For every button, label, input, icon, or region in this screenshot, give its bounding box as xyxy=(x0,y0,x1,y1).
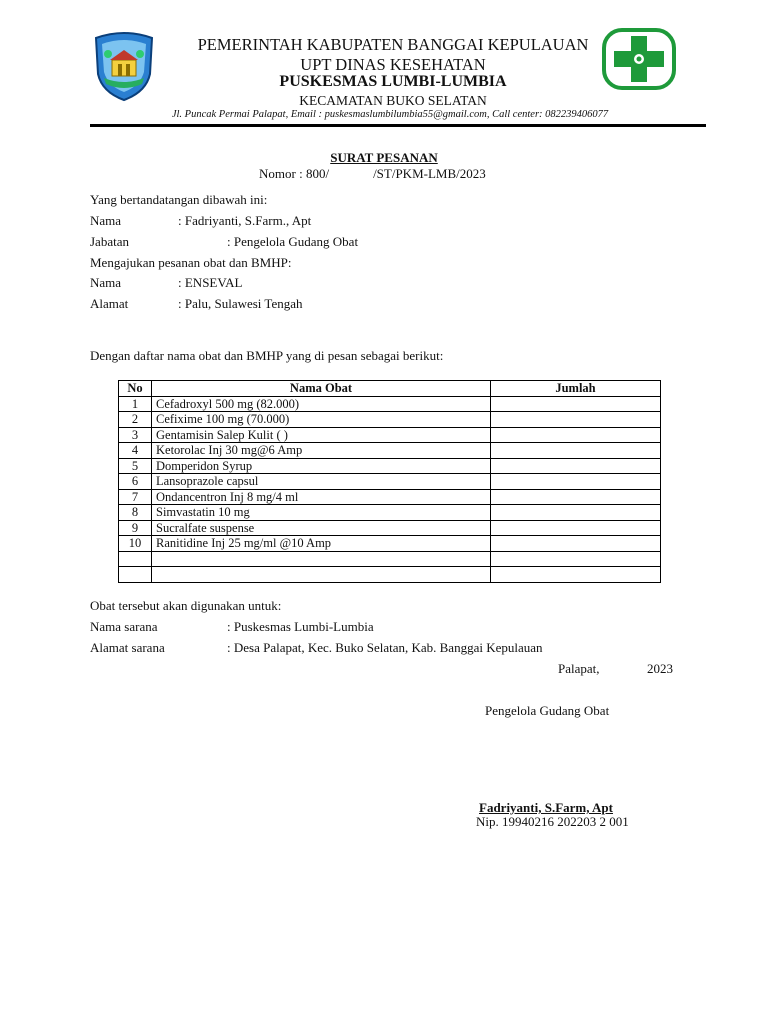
intro-text: Yang bertandatangan dibawah ini: xyxy=(90,192,268,207)
row-number: 4 xyxy=(119,443,152,459)
table-row xyxy=(119,427,661,443)
signature-place: Palapat, xyxy=(558,661,600,676)
medicine-quantity xyxy=(491,396,661,412)
letter-number-prefix: Nomor : 800/ xyxy=(259,166,330,181)
table-row xyxy=(119,474,661,490)
signer-position-value: : Pengelola Gudang Obat xyxy=(227,234,359,249)
medicine-quantity xyxy=(491,474,661,490)
signatory-name: Fadriyanti, S.Farm, Apt xyxy=(479,800,613,815)
header-department-line: UPT DINAS KESEHATAN xyxy=(300,55,486,74)
row-number: 6 xyxy=(119,474,152,490)
signature-year: 2023 xyxy=(647,661,673,676)
letter-number-suffix: /ST/PKM-LMB/2023 xyxy=(373,166,486,181)
letter-title: SURAT PESANAN xyxy=(330,150,438,165)
list-intro-text: Dengan daftar nama obat dan BMHP yang di pesan sebagai berikut: xyxy=(90,348,444,363)
medicine-quantity xyxy=(491,427,661,443)
row-number: 3 xyxy=(119,427,152,443)
header-divider xyxy=(90,124,706,127)
medicine-name: Gentamisin Salep Kulit ( ) xyxy=(152,427,491,443)
header-district-line: KECAMATAN BUKO SELATAN xyxy=(299,93,487,108)
medicine-quantity xyxy=(491,567,661,583)
medicine-quantity xyxy=(491,412,661,428)
facility-name-value: : Puskesmas Lumbi-Lumbia xyxy=(227,619,374,634)
medicine-name: Lansoprazole capsul xyxy=(152,474,491,490)
row-number: 2 xyxy=(119,412,152,428)
table-row xyxy=(119,536,661,552)
medicine-name: Cefadroxyl 500 mg (82.000) xyxy=(152,396,491,412)
medicine-name: Ranitidine Inj 25 mg/ml @10 Amp xyxy=(152,536,491,552)
medicine-name xyxy=(152,567,491,583)
row-number xyxy=(119,551,152,567)
table-row xyxy=(119,520,661,536)
signatory-nip: Nip. 19940216 202203 2 001 xyxy=(476,814,629,829)
medicine-quantity xyxy=(491,489,661,505)
row-number: 8 xyxy=(119,505,152,521)
facility-address-label: Alamat sarana xyxy=(90,640,165,655)
table-header-row xyxy=(119,381,661,397)
letter-number xyxy=(259,166,486,182)
medicine-name: Ketorolac Inj 30 mg@6 Amp xyxy=(152,443,491,459)
table-row xyxy=(119,443,661,459)
signer-name-label: Nama xyxy=(90,213,122,228)
regency-emblem-logo xyxy=(90,30,158,102)
table-row xyxy=(119,458,661,474)
usage-intro-text: Obat tersebut akan digunakan untuk: xyxy=(90,598,282,613)
medicine-quantity xyxy=(491,443,661,459)
medicine-order-table xyxy=(118,380,661,583)
facility-address-value: : Desa Palapat, Kec. Buko Selatan, Kab. Banggai Kepulauan xyxy=(227,640,543,655)
medicine-name: Sucralfate suspense xyxy=(152,520,491,536)
row-number: 10 xyxy=(119,536,152,552)
medicine-quantity xyxy=(491,551,661,567)
vendor-name-label: Nama xyxy=(90,275,122,290)
row-number: 9 xyxy=(119,520,152,536)
header-government-line: PEMERINTAH KABUPATEN BANGGAI KEPULAUAN xyxy=(197,35,589,54)
signature-role: Pengelola Gudang Obat xyxy=(485,703,610,718)
column-header-medicine-name: Nama Obat xyxy=(152,381,491,397)
medicine-name: Cefixime 100 mg (70.000) xyxy=(152,412,491,428)
vendor-address-label: Alamat xyxy=(90,296,129,311)
column-header-quantity: Jumlah xyxy=(491,381,661,397)
signer-name-value: : Fadriyanti, S.Farm., Apt xyxy=(178,213,312,228)
facility-name-label: Nama sarana xyxy=(90,619,158,634)
table-row xyxy=(119,412,661,428)
signer-position-label: Jabatan xyxy=(90,234,129,249)
table-row xyxy=(119,567,661,583)
table-row xyxy=(119,551,661,567)
row-number xyxy=(119,567,152,583)
medicine-quantity xyxy=(491,536,661,552)
medicine-quantity xyxy=(491,505,661,521)
vendor-address-value: : Palu, Sulawesi Tengah xyxy=(178,296,303,311)
table-row xyxy=(119,505,661,521)
column-header-no: No xyxy=(119,381,152,397)
row-number: 7 xyxy=(119,489,152,505)
request-text: Mengajukan pesanan obat dan BMHP: xyxy=(90,255,292,270)
medicine-name: Ondancentron Inj 8 mg/4 ml xyxy=(152,489,491,505)
medicine-quantity xyxy=(491,458,661,474)
row-number: 1 xyxy=(119,396,152,412)
header-puskesmas-name: PUSKESMAS LUMBI-LUMBIA xyxy=(279,73,507,90)
medicine-name xyxy=(152,551,491,567)
header-address: Jl. Puncak Permai Palapat, Email : puskesmaslumbilumbia55@gmail.com, Call center: 082239406077 xyxy=(171,109,609,120)
medicine-name: Domperidon Syrup xyxy=(152,458,491,474)
table-row xyxy=(119,489,661,505)
medicine-quantity xyxy=(491,520,661,536)
table-row xyxy=(119,396,661,412)
vendor-name-value: : ENSEVAL xyxy=(178,275,243,290)
medicine-name: Simvastatin 10 mg xyxy=(152,505,491,521)
row-number: 5 xyxy=(119,458,152,474)
